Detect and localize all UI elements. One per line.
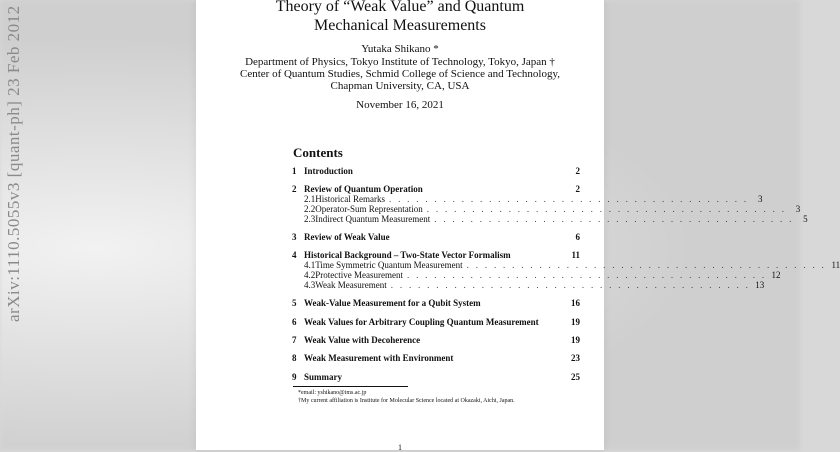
toc-entry-page: 12 — [771, 270, 781, 280]
toc-entry[interactable] — [292, 214, 808, 225]
toc-entry-page: 11 — [831, 260, 840, 270]
toc-entry-page: 25 — [571, 372, 580, 382]
toc-entry-number: 4.1 — [304, 260, 316, 270]
toc-leader-dots: . . . . . . . . . . . . . . . . . . . . . . . . . . . . . . . . . . . . . . . . — [466, 260, 827, 270]
toc-entry-page: 11 — [571, 250, 580, 260]
toc-leader-dots: . . . . . . . . . . . . . . . . . . . . . . . . . . . . . . . . . . . . . . . . — [426, 204, 787, 214]
toc-entry-label: Indirect Quantum Measurement — [315, 214, 431, 224]
title-line-2: Mechanical Measurements — [314, 17, 486, 34]
toc-entry-label: Introduction — [304, 166, 353, 176]
toc-entry[interactable] — [292, 232, 580, 243]
toc-entry-page: 19 — [571, 335, 580, 345]
footnote-affiliation: †My current affiliation is Institute for Molecular Science located at Okazaki, Aichi, Japan. — [298, 398, 515, 404]
toc-entry[interactable] — [292, 280, 765, 291]
toc-entry[interactable] — [292, 298, 580, 309]
affiliation-2: Center of Quantum Studies, Schmid College of Science and Technology, — [240, 68, 560, 80]
footnote-rule — [293, 386, 408, 387]
toc-entry-number: 2 — [292, 184, 297, 194]
toc-entry-page: 13 — [755, 280, 765, 290]
toc-entry-page: 2 — [575, 166, 580, 176]
toc-entry-number: 2.2 — [304, 204, 316, 214]
affiliation-3: Chapman University, CA, USA — [330, 80, 470, 92]
toc-entry-page: 16 — [571, 298, 580, 308]
paper-page — [4, 0, 840, 452]
toc-entry-page: 23 — [571, 353, 580, 363]
toc-entry-label: Weak Measurement — [315, 280, 387, 290]
toc-leader-dots: . . . . . . . . . . . . . . . . . . . . . . . . . . . . . . . . . . . . . . . . — [434, 214, 794, 224]
toc-entry-page: 5 — [803, 214, 808, 224]
toc-entry-number: 3 — [292, 232, 297, 242]
toc-entry-label: Weak Values for Arbitrary Coupling Quantum Measurement — [304, 317, 539, 327]
toc-entry-label: Review of Quantum Operation — [304, 184, 423, 194]
toc-entry-number: 1 — [292, 166, 297, 176]
toc-entry-label: Review of Weak Value — [304, 232, 390, 242]
toc-entry-number: 6 — [292, 317, 297, 327]
toc-entry-page: 3 — [757, 194, 763, 204]
toc-entry[interactable] — [292, 335, 580, 346]
toc-entry-page: 2 — [575, 184, 580, 194]
arxiv-stamp: arXiv:1110.5055v3 [quant-ph] 23 Feb 2012 — [4, 5, 23, 322]
toc-entry[interactable] — [292, 166, 580, 177]
toc-entry-label: Weak Measurement with Environment — [304, 353, 454, 363]
toc-entry[interactable] — [292, 317, 580, 328]
toc-entry-label: Operator-Sum Representation — [315, 204, 423, 214]
toc-entry-number: 8 — [292, 353, 297, 363]
toc-entry-label: Historical Background – Two-State Vector Formalism — [304, 250, 511, 260]
toc-entry[interactable] — [292, 372, 580, 383]
toc-entry-label: Protective Measurement — [315, 270, 403, 280]
toc-entry-label: Summary — [304, 372, 342, 382]
toc-entry-number: 2.1 — [304, 194, 316, 204]
toc-entry-label: Historical Remarks — [315, 194, 385, 204]
toc-entry-page: 19 — [571, 317, 580, 327]
toc-entry-number: 2.3 — [304, 214, 316, 224]
toc-entry-number: 4 — [292, 250, 297, 260]
toc-entry-page: 3 — [795, 204, 801, 214]
toc-entry-number: 4.2 — [304, 270, 316, 280]
toc-leader-dots: . . . . . . . . . . . . . . . . . . . . . . . . . . . . . . . . . . . . . . . . — [390, 280, 751, 290]
paper-date: November 16, 2021 — [356, 99, 444, 111]
toc-entry-number: 9 — [292, 372, 297, 382]
toc-entry-number: 7 — [292, 335, 297, 345]
footnote-email: *email: yshikano@ims.ac.jp — [298, 390, 367, 396]
paper-title — [160, 0, 640, 35]
author: Yutaka Shikano * — [361, 43, 439, 55]
toc-entry-label: Weak-Value Measurement for a Qubit System — [304, 298, 481, 308]
toc-entry-page: 6 — [575, 232, 580, 242]
toc-entry-number: 4.3 — [304, 280, 316, 290]
toc-entry-number: 5 — [292, 298, 297, 308]
toc-leader-dots: . . . . . . . . . . . . . . . . . . . . . . . . . . . . . . . . . . . . . . . . — [406, 270, 767, 280]
page-number: 1 — [398, 443, 402, 452]
affiliation-1: Department of Physics, Tokyo Institute of Technology, Tokyo, Japan † — [245, 56, 555, 68]
toc-leader-dots: . . . . . . . . . . . . . . . . . . . . . . . . . . . . . . . . . . . . . . . . — [388, 194, 749, 204]
toc-entry[interactable] — [292, 353, 580, 364]
toc-entry-label: Time Symmetric Quantum Measurement — [315, 260, 463, 270]
toc-entry-label: Weak Value with Decoherence — [304, 335, 421, 345]
contents-heading: Contents — [293, 145, 343, 160]
title-line-1: Theory of “Weak Value” and Quantum — [275, 0, 525, 15]
